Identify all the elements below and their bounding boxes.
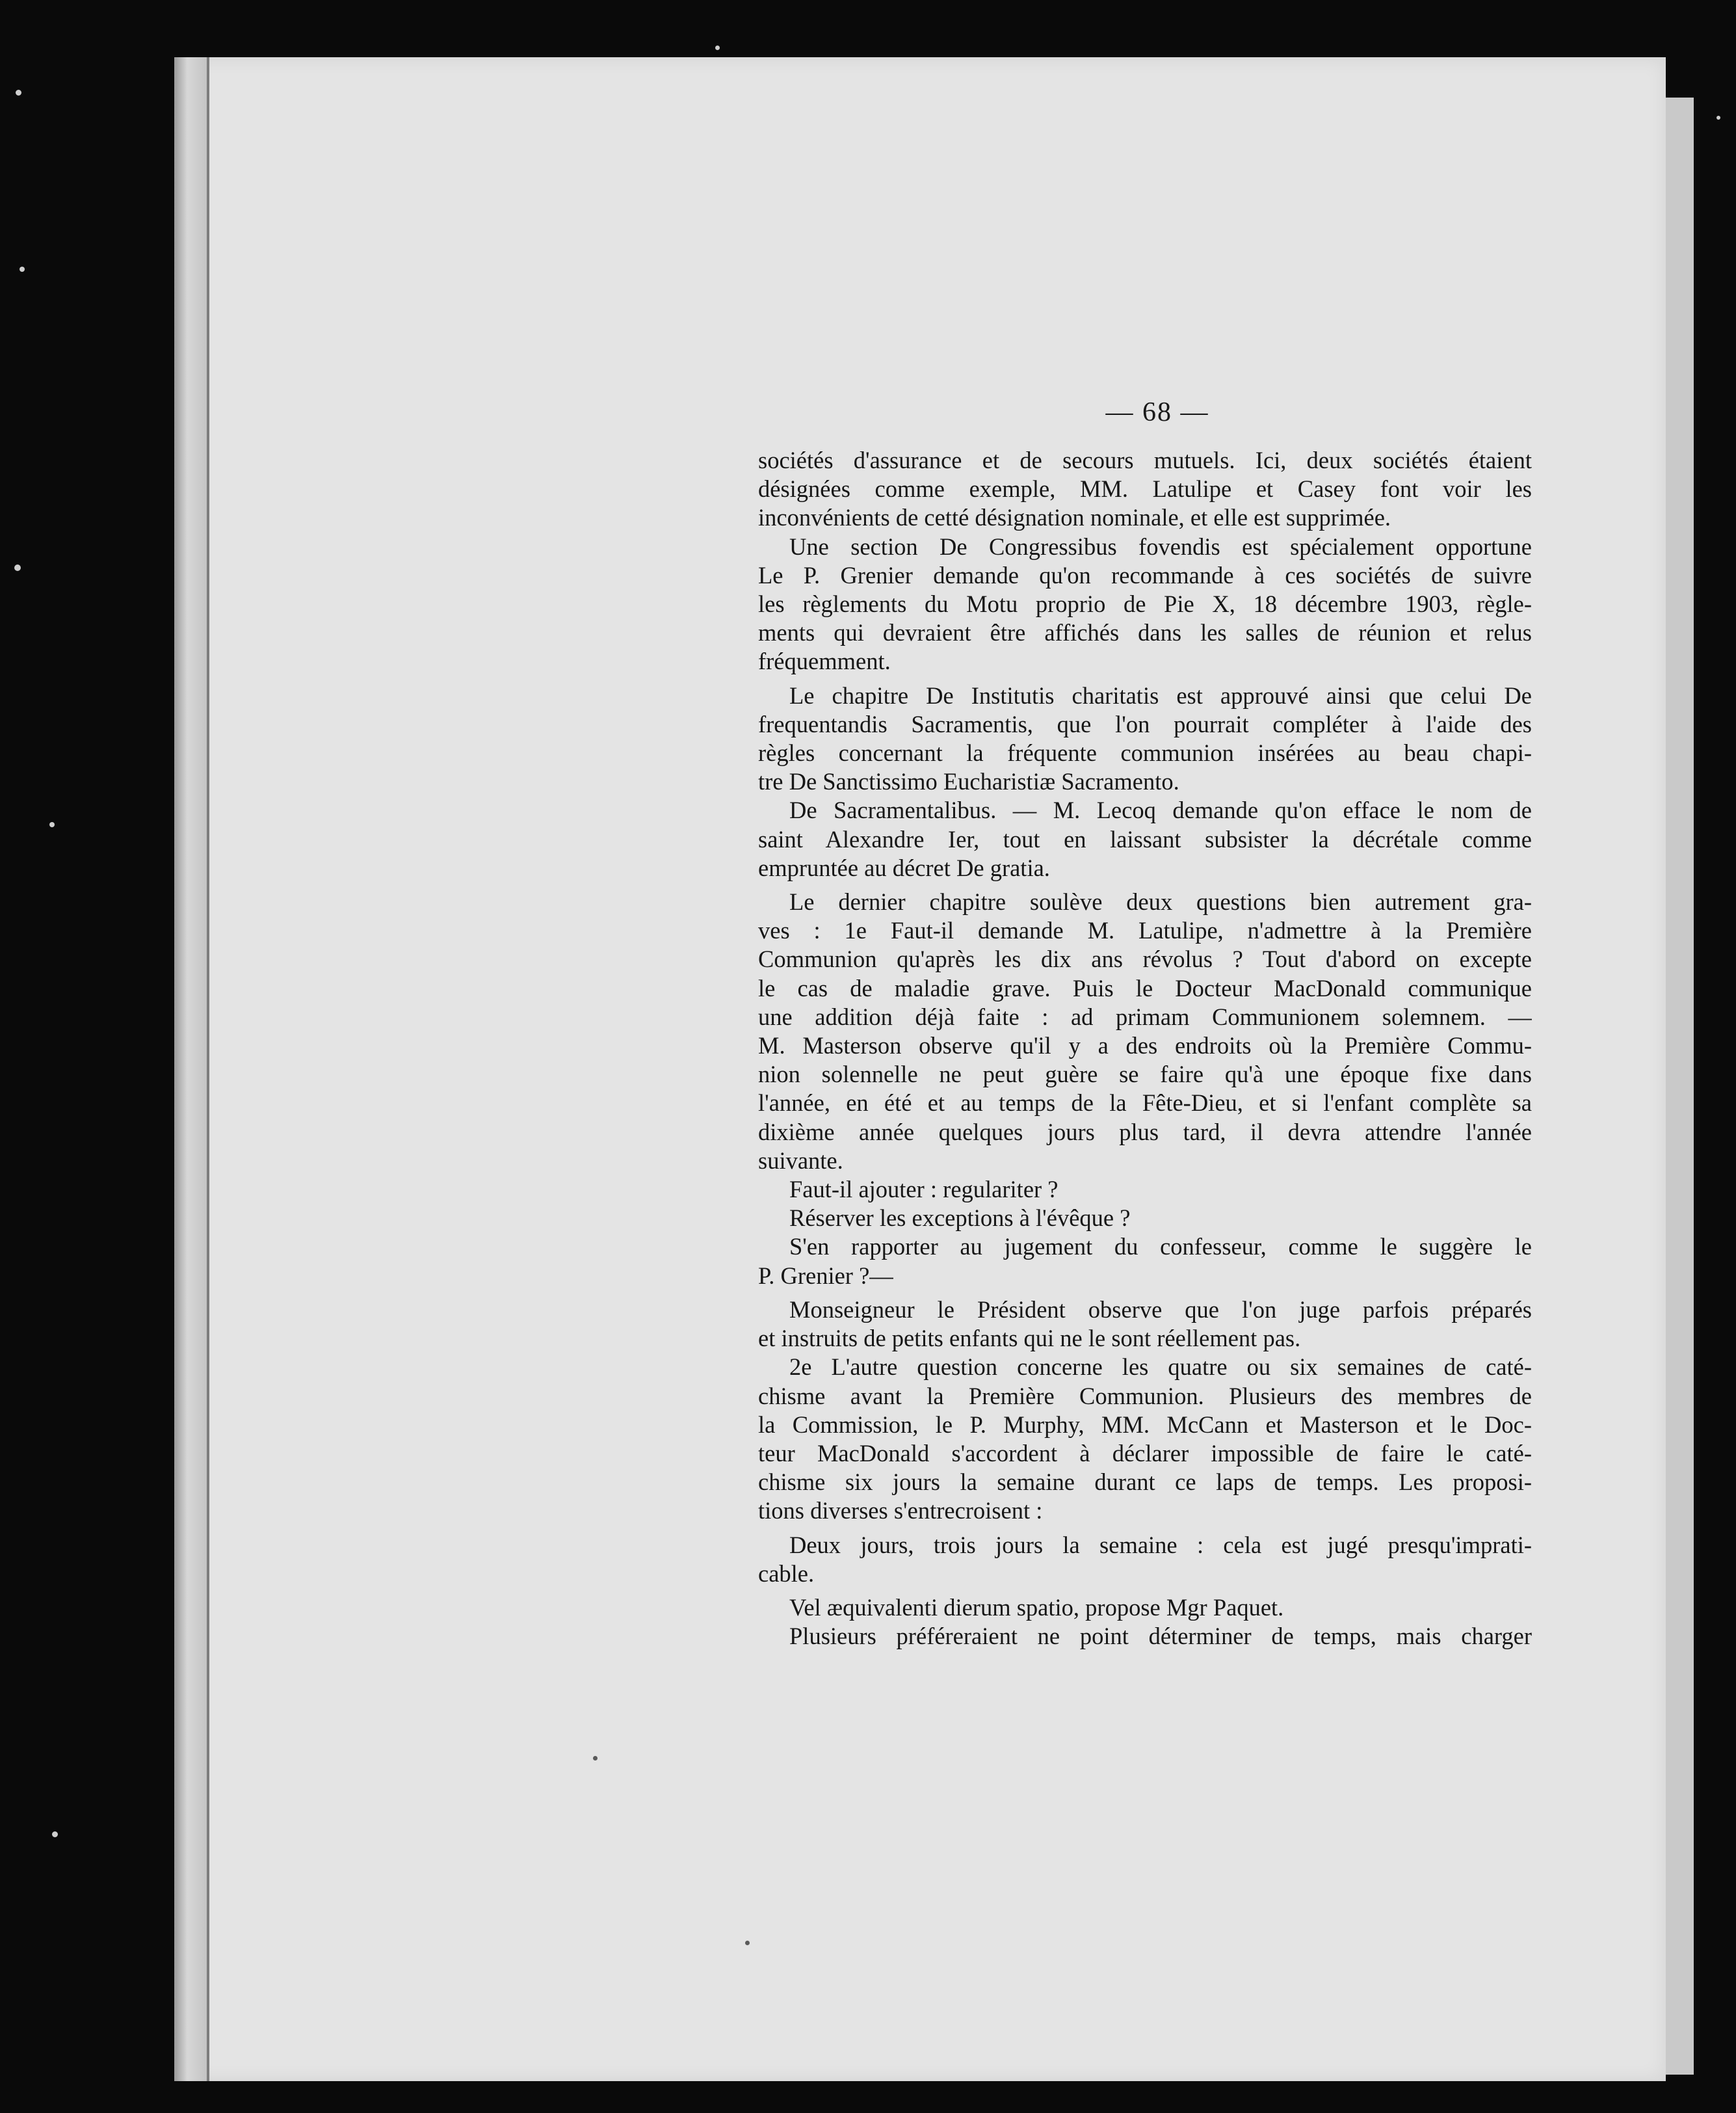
text-line: suivante. — [758, 1147, 843, 1174]
text-line: chisme avant la Première Communion. Plusieurs des membres de — [758, 1382, 1532, 1409]
text-line: S'en rapporter au jugement du confesseur, comme le suggère le — [789, 1233, 1532, 1260]
text-line: Le P. Grenier demande qu'on recommande à ces sociétés de suivre — [758, 561, 1532, 589]
text-line: empruntée au décret De gratia. — [758, 854, 1050, 881]
page-blemish — [593, 1756, 598, 1761]
text-line: l'année, en été et au temps de la Fête-Dieu, et si l'enfant complète sa — [758, 1089, 1532, 1117]
text-line: De Sacramentalibus. — M. Lecoq demande qu'on efface le nom de — [789, 797, 1532, 824]
text-line: tre De Sanctissimo Eucharistiæ Sacramento. — [758, 768, 1179, 795]
text-line: Monseigneur le Président observe que l'on juge parfois préparés — [789, 1296, 1532, 1323]
text-line: ves : 1e Faut-il demande M. Latulipe, n'admettre à la Première — [758, 917, 1532, 944]
text-line: frequentandis Sacramentis, que l'on pourrait compléter à l'aide des — [758, 710, 1532, 738]
text-line: le cas de maladie grave. Puis le Docteur MacDonald communique — [758, 974, 1532, 1002]
page-blemish — [745, 1941, 750, 1945]
text-line: règles concernant la fréquente communion insérées au beau chapi- — [758, 739, 1532, 767]
text-line: ments qui devraient être affichés dans les salles de réunion et relus — [758, 619, 1532, 646]
text-line: 2e L'autre question concerne les quatre ou six semaines de caté- — [789, 1353, 1532, 1381]
text-line: Vel æquivalenti dierum spatio, propose Mgr Paquet. — [789, 1593, 1284, 1621]
text-line: Deux jours, trois jours la semaine : cela est jugé presqu'imprati- — [789, 1531, 1532, 1558]
binding-margin — [174, 57, 207, 2081]
text-line: sociétés d'assurance et de secours mutuels. Ici, deux sociétés étaient — [758, 447, 1532, 473]
text-line: Le chapitre De Institutis charitatis est approuvé ainsi que celui De — [789, 682, 1532, 709]
text-line: désignées comme exemple, MM. Latulipe et Casey font voir les — [758, 475, 1532, 503]
page-number: — 68 — — [1105, 397, 1209, 427]
dust-speck — [1716, 116, 1720, 120]
dust-speck — [49, 822, 55, 827]
text-line: les règlements du Motu proprio de Pie X, 18 décembre 1903, règle- — [758, 591, 1532, 618]
text-line: P. Grenier ?— — [758, 1262, 893, 1289]
dust-speck — [16, 90, 21, 96]
text-line: inconvénients de cetté désignation nominale, et elle est supprimée. — [758, 504, 1391, 531]
text-line: Communion qu'après les dix ans révolus ? Tout d'abord on excepte — [758, 946, 1532, 973]
text-line: nion solennelle ne peut guère se faire qu'à une époque fixe dans — [758, 1061, 1532, 1088]
text-line: teur MacDonald s'accordent à déclarer impossible de faire le caté- — [758, 1439, 1532, 1467]
text-line: Une section De Congressibus fovendis est spécialement opportune — [789, 533, 1532, 560]
text-line: cable. — [758, 1560, 815, 1587]
text-line: Plusieurs préféreraient ne point déterminer de temps, mais charger — [789, 1623, 1532, 1650]
text-line: M. Masterson observe qu'il y a des endroits où la Première Commu- — [758, 1032, 1532, 1059]
body-text — [758, 446, 1532, 1651]
text-line: chisme six jours la semaine durant ce laps de temps. Les proposi- — [758, 1468, 1532, 1496]
binding-edge — [207, 57, 209, 2081]
text-line: tions diverses s'entrecroisent : — [758, 1497, 1043, 1524]
text-line: fréquemment. — [758, 648, 891, 675]
text-line: dixième année quelques jours plus tard, il devra attendre l'année — [758, 1118, 1532, 1145]
text-line: Réserver les exceptions à l'évêque ? — [789, 1204, 1131, 1232]
text-line: et instruits de petits enfants qui ne le sont réellement pas. — [758, 1325, 1301, 1352]
text-line: Le dernier chapitre soulève deux questions bien autrement gra- — [789, 888, 1532, 916]
text-line: Faut-il ajouter : regulariter ? — [789, 1176, 1059, 1203]
text-line: une addition déjà faite : ad primam Communionem solemnem. — — [758, 1003, 1532, 1030]
text-line: la Commission, le P. Murphy, MM. McCann et Masterson et le Doc- — [758, 1411, 1532, 1438]
dust-speck — [715, 46, 720, 50]
dust-speck — [14, 565, 21, 571]
dust-speck — [52, 1831, 58, 1837]
text-line: saint Alexandre Ier, tout en laissant subsister la décrétale comme — [758, 825, 1532, 853]
dust-speck — [20, 267, 25, 272]
